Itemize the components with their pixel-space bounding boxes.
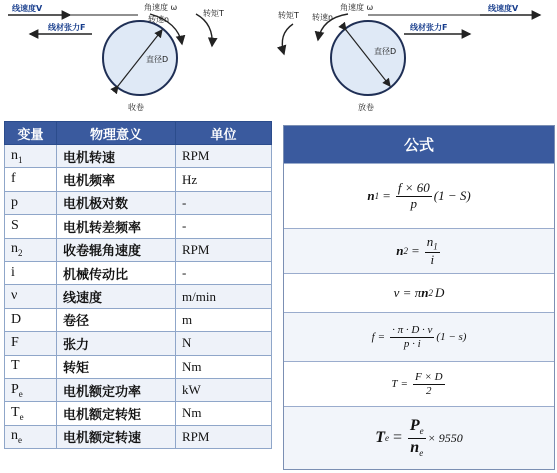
angular-label-right: 角速度 ω <box>340 3 374 12</box>
variable-unit: kW <box>176 378 272 401</box>
variable-row <box>5 378 272 401</box>
variable-symbol: S <box>5 215 57 238</box>
variable-unit: N <box>176 332 272 355</box>
variable-unit: - <box>176 215 272 238</box>
variable-unit: RPM <box>176 425 272 448</box>
variable-symbol: $T_e$ <box>5 402 57 425</box>
variable-row <box>5 145 272 168</box>
tension-label-right: 线材张力F <box>410 23 448 32</box>
variable-unit: RPM <box>176 145 272 168</box>
variable-symbol: i <box>5 261 57 284</box>
variable-meaning: 电机转速 <box>57 145 176 168</box>
variable-row <box>5 215 272 238</box>
variable-row <box>5 191 272 214</box>
variable-row <box>5 355 272 378</box>
diameter-label: 直径D <box>146 55 169 64</box>
variable-unit: - <box>176 191 272 214</box>
variable-row <box>5 168 272 191</box>
caption-label: 收卷 <box>128 103 144 112</box>
torque-arrow <box>196 14 212 46</box>
variable-row <box>5 261 272 284</box>
diameter-label-right: 直径D <box>374 47 397 56</box>
variable-unit: Hz <box>176 168 272 191</box>
torque-label-right: 转矩T <box>278 11 299 20</box>
line-speed-label-right: 线速度V <box>488 4 519 13</box>
variable-row <box>5 238 272 261</box>
torque-label: 转矩T <box>203 9 224 18</box>
variable-meaning: 卷径 <box>57 308 176 331</box>
line-speed-label: 线速度V <box>12 4 43 13</box>
variable-symbol: F <box>5 332 57 355</box>
formula-title: 公式 <box>284 126 554 163</box>
variables-header-row <box>5 122 272 145</box>
formula-roll-speed: n 2 = $\frac{n_1}{i}$ <box>284 228 554 273</box>
variable-meaning: 电机额定转矩 <box>57 402 176 425</box>
variable-symbol: D <box>5 308 57 331</box>
variable-symbol: $n_2$ <box>5 238 57 261</box>
formula-motor-speed: n 1 = $\frac{f \times 60}{p}$ (1 − S) <box>284 163 554 228</box>
formula-panel <box>283 125 555 470</box>
formula-line-speed: ν = π n 2 D <box>284 273 554 312</box>
variable-meaning: 电机额定功率 <box>57 378 176 401</box>
variable-unit: Nm <box>176 355 272 378</box>
variable-row <box>5 402 272 425</box>
variable-row <box>5 425 272 448</box>
variable-meaning: 收卷辊角速度 <box>57 238 176 261</box>
formula-torque: T = $\frac{F \times D}{2}$ <box>284 361 554 406</box>
header-variable: 变量 <box>5 122 57 145</box>
variable-meaning: 机械传动比 <box>57 261 176 284</box>
variable-unit: - <box>176 261 272 284</box>
header-meaning: 物理意义 <box>57 122 176 145</box>
variables-table <box>4 121 272 449</box>
variable-symbol: $P_e$ <box>5 378 57 401</box>
variable-row <box>5 308 272 331</box>
formula-rated-torque: T e = $\frac{P_e}{n_e}$ × 9550 <box>284 406 554 469</box>
speed-label: 转速n <box>148 15 170 24</box>
variable-meaning: 转矩 <box>57 355 176 378</box>
variable-symbol: p <box>5 191 57 214</box>
variable-meaning: 电机频率 <box>57 168 176 191</box>
variable-unit: RPM <box>176 238 272 261</box>
winding-diagram <box>0 0 557 118</box>
variable-symbol: f <box>5 168 57 191</box>
variable-symbol: ν <box>5 285 57 308</box>
variable-symbol: $n_1$ <box>5 145 57 168</box>
formula-frequency: f = $\frac{\cdot \pi \cdot D \cdot \nu}{p \cdot i}$ (1 − s) <box>284 312 554 361</box>
caption-label-right: 放卷 <box>358 103 374 112</box>
variable-symbol: T <box>5 355 57 378</box>
variable-meaning: 张力 <box>57 332 176 355</box>
variable-meaning: 电机转差频率 <box>57 215 176 238</box>
variable-meaning: 电机极对数 <box>57 191 176 214</box>
variable-unit: Nm <box>176 402 272 425</box>
variable-meaning: 电机额定转速 <box>57 425 176 448</box>
winding-right <box>278 2 540 112</box>
variable-unit: m <box>176 308 272 331</box>
tension-label: 线材张力F <box>48 23 86 32</box>
speed-label-right: 转速n <box>312 13 334 22</box>
torque-arrow-right <box>282 24 293 54</box>
variable-symbol: $n_e$ <box>5 425 57 448</box>
variable-row <box>5 285 272 308</box>
variable-unit: m/min <box>176 285 272 308</box>
winding-left <box>8 2 224 112</box>
angular-label: 角速度 ω <box>144 3 178 12</box>
variable-meaning: 线速度 <box>57 285 176 308</box>
header-unit: 单位 <box>176 122 272 145</box>
variable-row <box>5 332 272 355</box>
